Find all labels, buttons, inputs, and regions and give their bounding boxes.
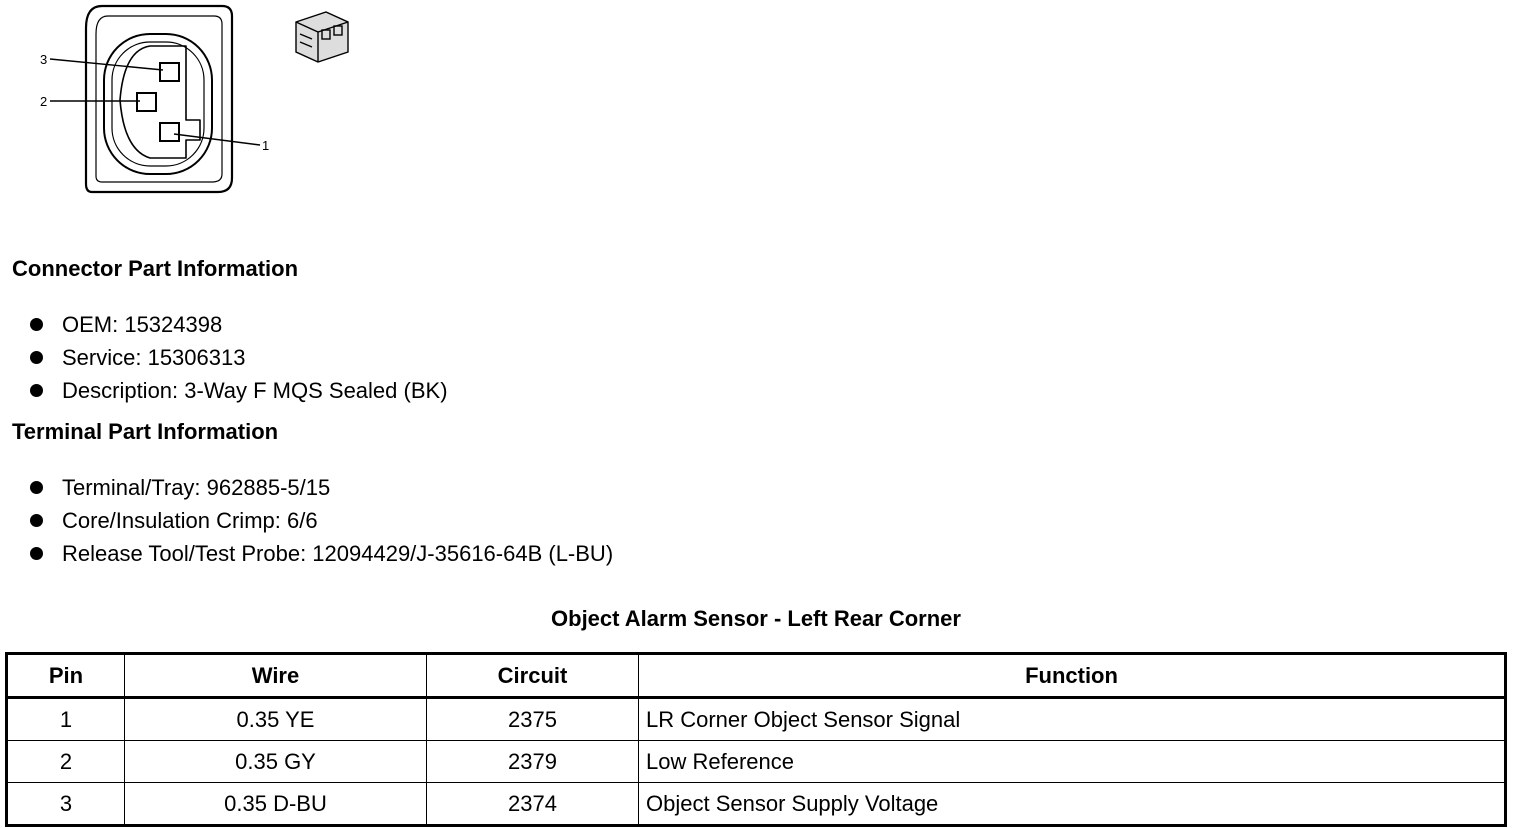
connector-seal-ring-inner (112, 42, 204, 166)
connector-service: Service: 15306313 (62, 345, 246, 370)
connector-thumbnail (296, 12, 348, 62)
pin-table-title: Object Alarm Sensor - Left Rear Corner (551, 606, 961, 631)
connector-face-diagram (0, 0, 380, 215)
cell-circuit: 2375 (427, 698, 639, 741)
connector-info-heading: Connector Part Information (12, 256, 299, 281)
list-item (0, 504, 613, 537)
bullet-icon (30, 514, 43, 527)
cell-wire: 0.35 YE (125, 698, 427, 741)
pin-3-leader (50, 59, 163, 70)
column-header-pin: Pin (7, 654, 125, 698)
connector-oem: OEM: 15324398 (62, 312, 223, 337)
bullet-icon (30, 384, 43, 397)
bullet-icon (30, 351, 43, 364)
column-header-function: Function (639, 654, 1506, 698)
cell-pin: 2 (7, 741, 125, 783)
terminal-crimp: Core/Insulation Crimp: 6/6 (62, 508, 318, 533)
column-header-circuit: Circuit (427, 654, 639, 698)
cell-wire: 0.35 D-BU (125, 783, 427, 826)
terminal-info-heading: Terminal Part Information (12, 419, 279, 444)
list-item (0, 341, 448, 374)
pin-3-cavity (160, 63, 179, 81)
table-row (7, 741, 1506, 783)
terminal-release-tool: Release Tool/Test Probe: 12094429/J-35616-64B (L-BU) (62, 541, 614, 566)
pin-2-cavity (137, 93, 156, 111)
bullet-icon (30, 318, 43, 331)
list-item (0, 537, 613, 570)
cell-circuit: 2374 (427, 783, 639, 826)
cell-wire: 0.35 GY (125, 741, 427, 783)
terminal-info-list (0, 471, 613, 570)
terminal-tray: Terminal/Tray: 962885-5/15 (62, 475, 331, 500)
cell-circuit: 2379 (427, 741, 639, 783)
table-row (7, 698, 1506, 741)
list-item (0, 471, 613, 504)
cell-function: LR Corner Object Sensor Signal (639, 698, 1506, 741)
cell-pin: 3 (7, 783, 125, 826)
table-row (7, 783, 1506, 826)
list-item (0, 308, 448, 341)
pin-2-label: 2 (40, 94, 48, 109)
pin-3-label: 3 (40, 52, 48, 67)
pin-table (5, 652, 1507, 827)
table-header-row (7, 654, 1506, 698)
connector-info-list (0, 308, 448, 407)
cell-function: Low Reference (639, 741, 1506, 783)
pin-1-label: 1 (262, 138, 270, 153)
cell-pin: 1 (7, 698, 125, 741)
bullet-icon (30, 481, 43, 494)
bullet-icon (30, 547, 43, 560)
column-header-wire: Wire (125, 654, 427, 698)
cell-function: Object Sensor Supply Voltage (639, 783, 1506, 826)
pin-1-cavity (160, 123, 179, 141)
list-item (0, 374, 448, 407)
connector-description: Description: 3-Way F MQS Sealed (BK) (62, 378, 448, 403)
